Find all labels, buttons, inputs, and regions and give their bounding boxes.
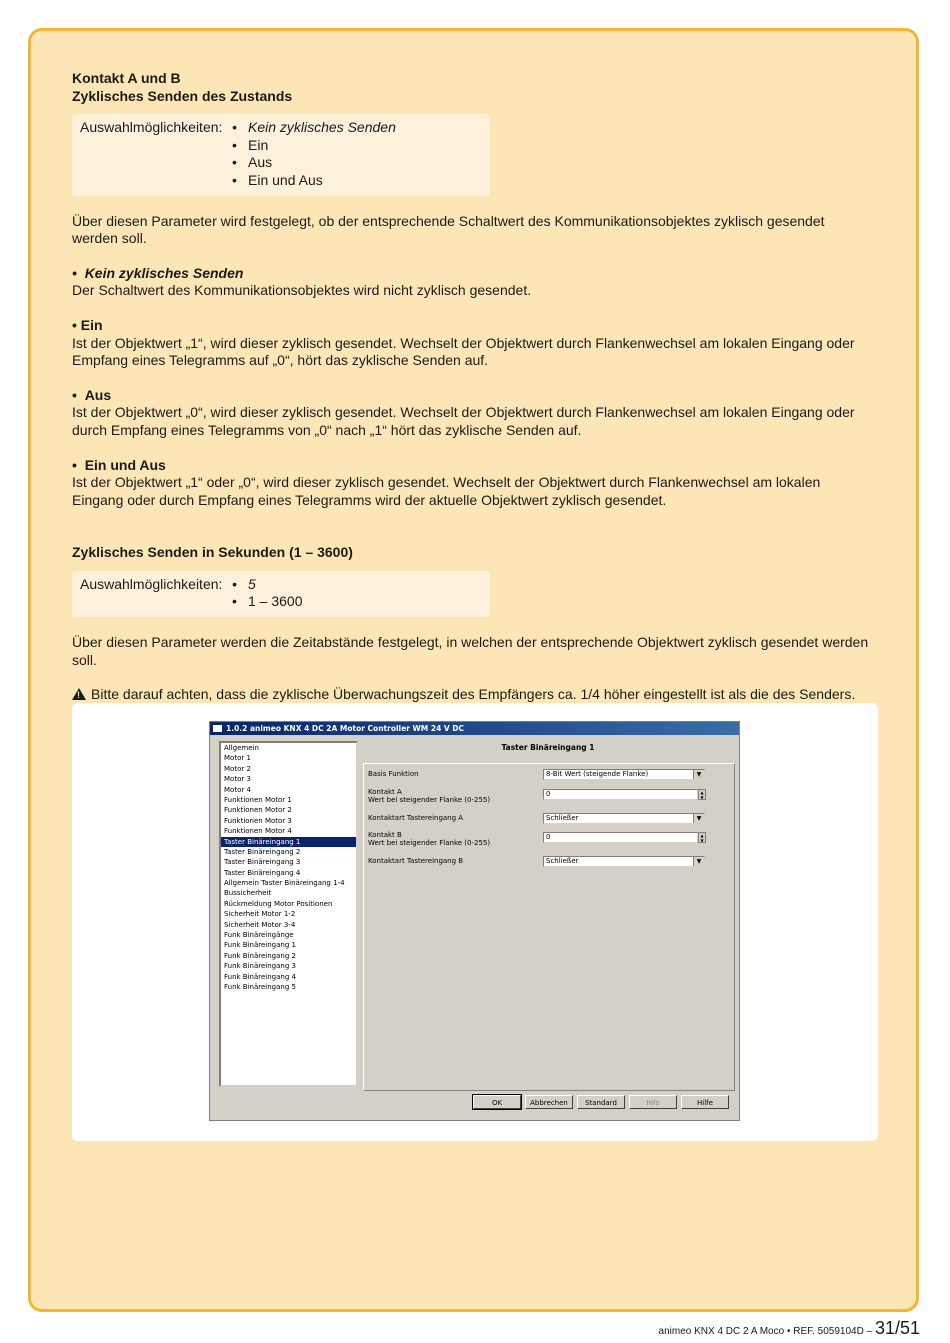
tree-item[interactable]: Funktionen Motor 4 bbox=[224, 827, 292, 836]
item-title-text: Ein bbox=[80, 316, 103, 333]
row-label bbox=[368, 831, 490, 847]
footer-reference: animeo KNX 4 DC 2 A Moco • REF. 5059104D – bbox=[658, 1326, 875, 1337]
parameter-tree[interactable] bbox=[219, 741, 358, 1087]
tree-item[interactable]: Taster Binäreingang 3 bbox=[224, 858, 301, 867]
tree-item[interactable]: Funktionen Motor 1 bbox=[224, 795, 292, 804]
kontakt-b-input[interactable]: 0 bbox=[543, 832, 698, 843]
option-item: • Aus bbox=[230, 154, 396, 172]
tree-item[interactable]: Motor 3 bbox=[224, 775, 251, 784]
tree-item[interactable]: Funk Binäreingang 2 bbox=[224, 951, 296, 960]
options-box-seconds bbox=[72, 571, 490, 617]
options-label: Auswahlmöglichkeiten: bbox=[80, 119, 223, 136]
parameter-panel bbox=[363, 741, 733, 1089]
tree-item[interactable]: Taster Binäreingang 4 bbox=[224, 868, 301, 877]
tree-item[interactable]: Rückmeldung Motor Positionen bbox=[224, 899, 333, 908]
item-title: • Ein und Aus bbox=[72, 456, 166, 473]
tree-item[interactable]: Allgemein bbox=[224, 744, 259, 752]
dialog-title: 1.0.2 animeo KNX 4 DC 2A Motor Controller WM 24 V DC bbox=[226, 724, 465, 733]
item-text: Ist der Objektwert „1“ oder „0“, wird dieser zyklisch gesendet. Wechselt der Objektwert durch Flankenwechsel am lokalen Eingang oder durch Empfang eines Telegramms wird der aktuelle Objektwert zyklisch gesendet. bbox=[72, 474, 821, 508]
option-item: • Kein zyklisches Senden bbox=[230, 119, 396, 137]
options-label: Auswahlmöglichkeiten: bbox=[80, 575, 223, 592]
tree-item[interactable]: Funk Binäreingang 3 bbox=[224, 962, 296, 971]
row-sublabel: Wert bei steigender Flanke (0-255) bbox=[368, 796, 491, 804]
heading-contact: Kontakt A und B bbox=[72, 70, 181, 86]
tree-item[interactable]: Funk Binäreingang 1 bbox=[224, 941, 296, 950]
info-button: Info bbox=[629, 1095, 677, 1109]
warning-note bbox=[72, 686, 872, 704]
ok-button[interactable]: OK bbox=[473, 1095, 521, 1109]
paragraph-seconds-intro: Über diesen Parameter werden die Zeitabstände festgelegt, in welchen der entsprechende Objektwert zyklisch gesendet werden soll. bbox=[72, 634, 869, 668]
kontaktart-a-select[interactable]: Schließer ▼ bbox=[543, 813, 705, 824]
tree-item[interactable]: Funk Binäreingänge bbox=[224, 931, 294, 940]
heading-cyclic-sending: Zyklisches Senden des Zustands bbox=[72, 87, 293, 104]
item-title: • Ein bbox=[72, 316, 103, 333]
item-text: Ist der Objektwert „1“, wird dieser zyklisch gesendet. Wechselt der Objektwert durch Flankenwechsel am lokalen Eingang oder Empfang eines Telegramms auf „0“, hört das zyklische Senden auf. bbox=[72, 334, 855, 369]
row-label: Kontaktart Tastereingang A bbox=[368, 814, 464, 822]
row-label bbox=[368, 788, 490, 804]
basis-funktion-select[interactable]: 8-Bit Wert (steigende Flanke) ▼ bbox=[543, 769, 705, 780]
page-number: 31/51 bbox=[874, 1318, 920, 1338]
tree-item[interactable]: Motor 2 bbox=[224, 764, 251, 773]
help-button[interactable]: Hilfe bbox=[681, 1095, 729, 1109]
heading-cyclic-seconds: Zyklisches Senden in Sekunden (1 – 3600) bbox=[72, 544, 353, 561]
options-box-cyclic bbox=[72, 114, 490, 195]
page-footer bbox=[659, 1318, 920, 1339]
kontakt-a-input[interactable]: 0 bbox=[543, 789, 698, 800]
dialog-titlebar bbox=[210, 722, 739, 735]
tree-item[interactable]: Bussicherheit bbox=[224, 889, 272, 898]
tree-item[interactable]: Funk Binäreingang 4 bbox=[224, 972, 296, 981]
tree-item[interactable]: Taster Binäreingang 2 bbox=[224, 847, 301, 856]
option-item: • 5 bbox=[230, 576, 303, 594]
options-list bbox=[230, 576, 303, 611]
tree-item[interactable]: Funktionen Motor 2 bbox=[224, 806, 292, 815]
kontakt-b-spinner[interactable]: ▲ ▼ bbox=[698, 832, 706, 843]
tree-item[interactable]: Allgemein Taster Binäreingang 1-4 bbox=[224, 879, 345, 888]
item-title: • Aus bbox=[72, 386, 112, 403]
item-title-text: Kein zyklisches Senden bbox=[84, 264, 244, 281]
parameter-dialog bbox=[209, 721, 740, 1121]
row-sublabel: Wert bei steigender Flanke (0-255) bbox=[368, 839, 491, 847]
tree-item[interactable]: Funk Binäreingang 5 bbox=[224, 982, 296, 991]
row-label: Basis Funktion bbox=[368, 770, 419, 778]
item-text: Ist der Objektwert „0“, wird dieser zyklisch gesendet. Wechselt der Objektwert durch Flankenwechsel am lokalen Eingang oder durch Empfang eines Telegramms von „0“ nach „1“ hört das zyklische Senden auf. bbox=[72, 404, 855, 438]
row-label-main: Kontakt B bbox=[368, 831, 402, 839]
item-title-text: Aus bbox=[84, 386, 112, 403]
item-text: Der Schaltwert des Kommunikationsobjektes wird nicht zyklisch gesendet. bbox=[72, 282, 532, 299]
tree-item-selected[interactable]: Taster Binäreingang 1 bbox=[221, 837, 356, 847]
item-title-text: Ein und Aus bbox=[84, 456, 166, 473]
tree-item[interactable]: Motor 1 bbox=[224, 754, 251, 763]
option-item: • Ein bbox=[230, 137, 396, 155]
options-list bbox=[230, 119, 396, 189]
paragraph-intro: Über diesen Parameter wird festgelegt, ob der entsprechende Schaltwert des Kommunikationsobjektes zyklisch gesendet werden soll. bbox=[72, 212, 825, 247]
kontakt-a-spinner[interactable]: ▲ ▼ bbox=[698, 789, 706, 800]
document-body bbox=[72, 70, 872, 704]
cancel-button[interactable]: Abbrechen bbox=[525, 1095, 573, 1109]
tree-item[interactable]: Funktionen Motor 3 bbox=[224, 816, 292, 825]
item-title: • Kein zyklisches Senden bbox=[72, 264, 244, 281]
warning-icon bbox=[72, 688, 86, 700]
row-label: Kontaktart Tastereingang B bbox=[368, 857, 464, 865]
row-label-main: Kontakt A bbox=[368, 788, 402, 796]
option-item: • Ein und Aus bbox=[230, 172, 396, 190]
window-icon bbox=[213, 725, 222, 732]
tree-item[interactable]: Sicherheit Motor 1-2 bbox=[224, 910, 296, 919]
tree-item[interactable]: Motor 4 bbox=[224, 785, 251, 794]
standard-button[interactable]: Standard bbox=[577, 1095, 625, 1109]
panel-title: Taster Binäreingang 1 bbox=[501, 743, 595, 752]
kontaktart-b-select[interactable]: Schließer ▼ bbox=[543, 856, 705, 867]
warning-text: Bitte darauf achten, dass die zyklische Überwachungszeit des Empfängers ca. 1/4 höher eingestellt ist als die des Senders. bbox=[91, 686, 856, 703]
option-item: • 1 – 3600 bbox=[230, 593, 303, 611]
tree-item[interactable]: Sicherheit Motor 3-4 bbox=[224, 920, 296, 929]
